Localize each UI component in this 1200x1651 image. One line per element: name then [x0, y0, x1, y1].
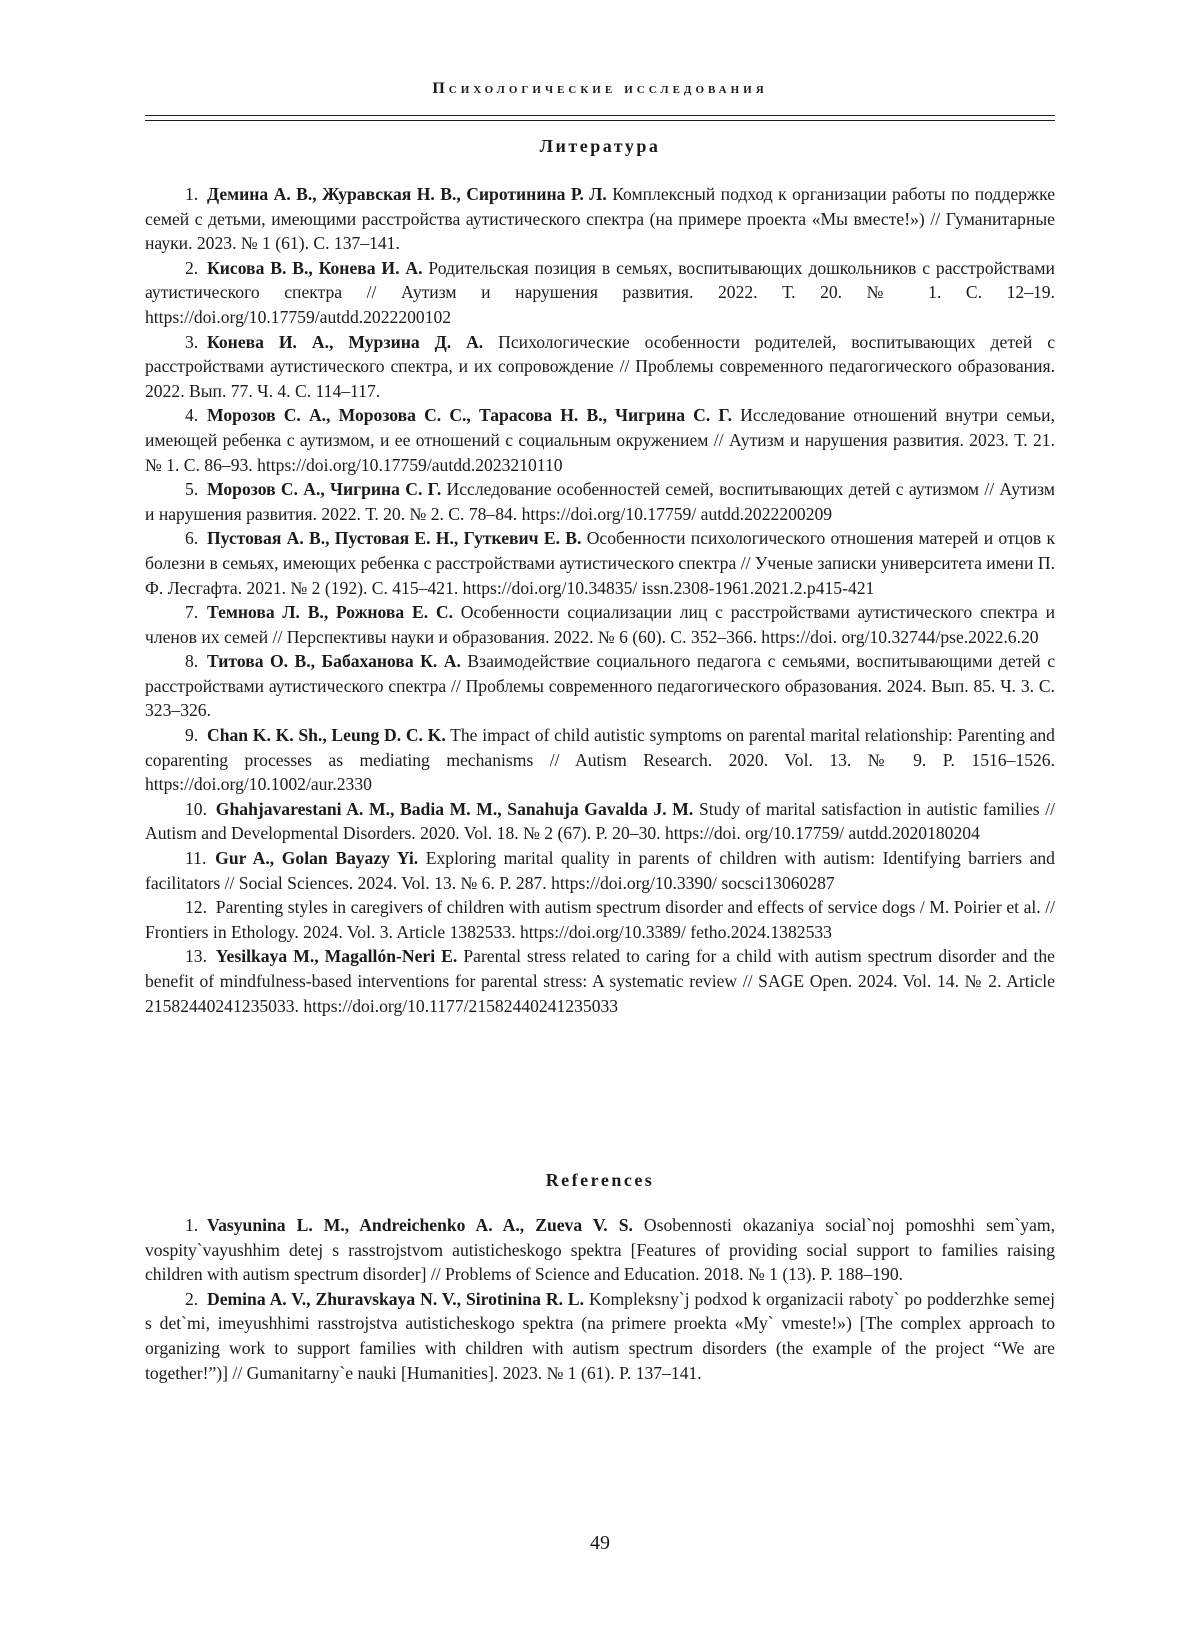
reference-text: Исследование отношений внутри семьи, имеющей ребенка с аутизмом, и ее отношений с социальным окружением // Аутизм и нару­шения развития. 2023. Т. 21. № 1. С. 86–93. https://doi.org/10.17759/autdd.2023210110 — [145, 405, 1055, 474]
reference-text: Особенности психологического отношения матерей и отцов к болезни в семьях, имеющих ребенка с расстройствами аутистического спектра // Уче­ные записки университета имени П. Ф. Лесгафта. 2021. № 2 (192). С. 415–421. https://doi.org/10.34835/ issn.2308-1961.2021.2.p415-421 — [145, 528, 1055, 597]
reference-number: 8. — [185, 651, 198, 671]
reference-text: Parental stress related to caring for a child with autism spectrum disorder and the benefit of mindfulness-based interventions for parental stress: A systematic review // SAGE Open. 2024. Vol. 14. № 2. Article 21582440241235033. https://doi.org/10.1177/21582440241235033 — [145, 946, 1055, 1015]
reference-authors: Морозов С. А., Морозова С. С., Тарасова Н. В., Чигрина С. Г. — [207, 405, 732, 425]
reference-number: 1. — [185, 184, 198, 204]
reference-entry — [145, 600, 1055, 649]
reference-number: 4. — [185, 405, 198, 425]
reference-entry — [145, 477, 1055, 526]
header-rule-thick — [145, 115, 1055, 116]
reference-text: Исследование особенностей семей, воспитывающих де­тей с аутизмом // Аутизм и нарушения развития. 2022. Т. 20. № 2. С. 78–84. https://doi.org/10.17759/ autdd.2022200209 — [145, 479, 1055, 524]
reference-number: 10. — [185, 799, 207, 819]
reference-number: 5. — [185, 479, 198, 499]
literature-title: Литература — [145, 136, 1055, 157]
reference-entry — [145, 723, 1055, 797]
reference-text: Комплексный подход к организации работы по поддержке семей с детьми, имеющими расстройства аутистического спектра (на примере проекта «Мы вместе!») // Гуманитарные науки. 2023. № 1 (61). С. 137–141. — [145, 184, 1055, 253]
references-title: References — [145, 1170, 1055, 1191]
reference-authors: Титова О. В., Бабаханова К. А. — [207, 651, 461, 671]
reference-entry — [145, 846, 1055, 895]
reference-authors: Ghahjavarestani A. M., Badia M. M., Sanahuja Gavalda J. M. — [216, 799, 694, 819]
reference-number: 12. — [185, 897, 207, 917]
reference-entry — [145, 895, 1055, 944]
reference-entry — [145, 256, 1055, 330]
header-rule-thin — [145, 120, 1055, 121]
reference-entry — [145, 649, 1055, 723]
reference-text: Parenting styles in caregivers of children with autism spectrum disorder and effects of service dogs / M. Poirier et al. // Frontiers in Ethology. 2024. Vol. 3. Article 1382533. https://doi.org/10.3389/ fetho.2024.1382533 — [145, 897, 1055, 942]
running-header: Психологические исследования — [145, 80, 1055, 98]
reference-number: 1. — [185, 1215, 198, 1235]
reference-number: 2. — [185, 1289, 198, 1309]
reference-number: 7. — [185, 602, 198, 622]
reference-text: Osobennosti okazaniya social`noj pomoshhi sem`yam, vospity`vayushhim detej s rasstrojstvom autisticheskogo spektra [Features of providing social sup­port to families raising children with autism spectrum disorder] // Problems of Science and Education. 2018. № 1 (13). P. 188–190. — [145, 1215, 1055, 1284]
reference-text: Study of marital satisfaction in autis­tic families // Autism and Developmental Disorders. 2020. Vol. 18. № 2 (67). P. 20–30. https://doi. org/10.17759/ autdd.2020180204 — [145, 799, 1055, 844]
reference-authors: Yesilkaya M., Magallón-Neri E. — [216, 946, 457, 966]
reference-number: 11. — [185, 848, 206, 868]
reference-text: Kompleksny`j podxod k organizacii raboty` po podderzhke semej s det`mi, imeyushhimi rasstrojstva autisticheskogo spektra (na primere proekta «My` vmeste!») [The complex approach to organizing work to support families with children with autism spectrum disorders (the example of the project “We are together!”)] // Gumanitarny`e nauki [Humanities]. 2023. № 1 (61). P. 137–141. — [145, 1289, 1055, 1383]
reference-entry — [145, 182, 1055, 256]
reference-text: Особенности социализации лиц с расстройствами аутистического спектра и членов их семей // Перспективы науки и образования. 2022. № 6 (60). С. 352–366. https://doi. org/10.32744/pse.2022.6.20 — [145, 602, 1055, 647]
reference-authors: Морозов С. А., Чигрина С. Г. — [207, 479, 441, 499]
reference-entry — [145, 1287, 1055, 1385]
reference-text: Родительская позиция в семьях, воспитывающих дошкольников с расстройствами аутистического спектра // Аутизм и нарушения развития. 2022. Т. 20. № 1. С. 12–19. https://doi.org/10.17759/autdd.2022200102 — [145, 258, 1055, 327]
reference-authors: Кисова В. В., Конева И. А. — [207, 258, 422, 278]
page-number: 49 — [145, 1532, 1055, 1555]
reference-authors: Конева И. А., Мурзина Д. А. — [207, 332, 483, 352]
reference-entry — [145, 403, 1055, 477]
reference-authors: Vasyunina L. M., Andreichenko A. A., Zueva V. S. — [207, 1215, 633, 1235]
reference-number: 3. — [185, 332, 198, 352]
reference-entry — [145, 330, 1055, 404]
reference-number: 13. — [185, 946, 207, 966]
reference-authors: Demina A. V., Zhuravskaya N. V., Sirotinina R. L. — [207, 1289, 584, 1309]
reference-text: Exploring marital quality in parents of children with autism: Iden­tifying barriers and facilitators // Social Sciences. 2024. Vol. 13. № 6. P. 287. https://doi.org/10.3390/ socsci13060287 — [145, 848, 1055, 893]
reference-entry — [145, 797, 1055, 846]
references-list — [145, 1213, 1055, 1385]
reference-text: Взаимодействие социального педагога с семьями, воспиты­вающими детей с расстройствами аутистического спектра // Проблемы современного педагогического образования. 2024. Вып. 85. Ч. 3. С. 323–326. — [145, 651, 1055, 720]
reference-authors: Демина А. В., Журавская Н. В., Сиротинина Р. Л. — [207, 184, 607, 204]
reference-authors: Chan K. K. Sh., Leung D. C. K. — [207, 725, 446, 745]
reference-authors: Gur A., Golan Bayazy Yi. — [215, 848, 418, 868]
literature-list — [145, 182, 1055, 1018]
reference-text: The impact of child autistic symptoms on parental marital relation­ship: Parenting and coparenting processes as mediating mechanisms // Autism Research. 2020. Vol. 13. № 9. P. 1516–1526. https://doi.org/10.1002/aur.2330 — [145, 725, 1055, 794]
reference-entry — [145, 1213, 1055, 1287]
reference-authors: Темнова Л. В., Рожнова Е. С. — [207, 602, 453, 622]
reference-entry — [145, 526, 1055, 600]
reference-number: 6. — [185, 528, 198, 548]
reference-entry — [145, 944, 1055, 1018]
reference-text: Психологические особенности родителей, воспитывающих детей с расстройствами аутистического спектра, и их сопровождение // Проблемы современного педагогиче­ского образования. 2022. Вып. 77. Ч. 4. С. 114–117. — [145, 332, 1055, 401]
reference-number: 9. — [185, 725, 198, 745]
reference-authors: Пустовая А. В., Пустовая Е. Н., Гуткевич Е. В. — [207, 528, 581, 548]
reference-number: 2. — [185, 258, 198, 278]
